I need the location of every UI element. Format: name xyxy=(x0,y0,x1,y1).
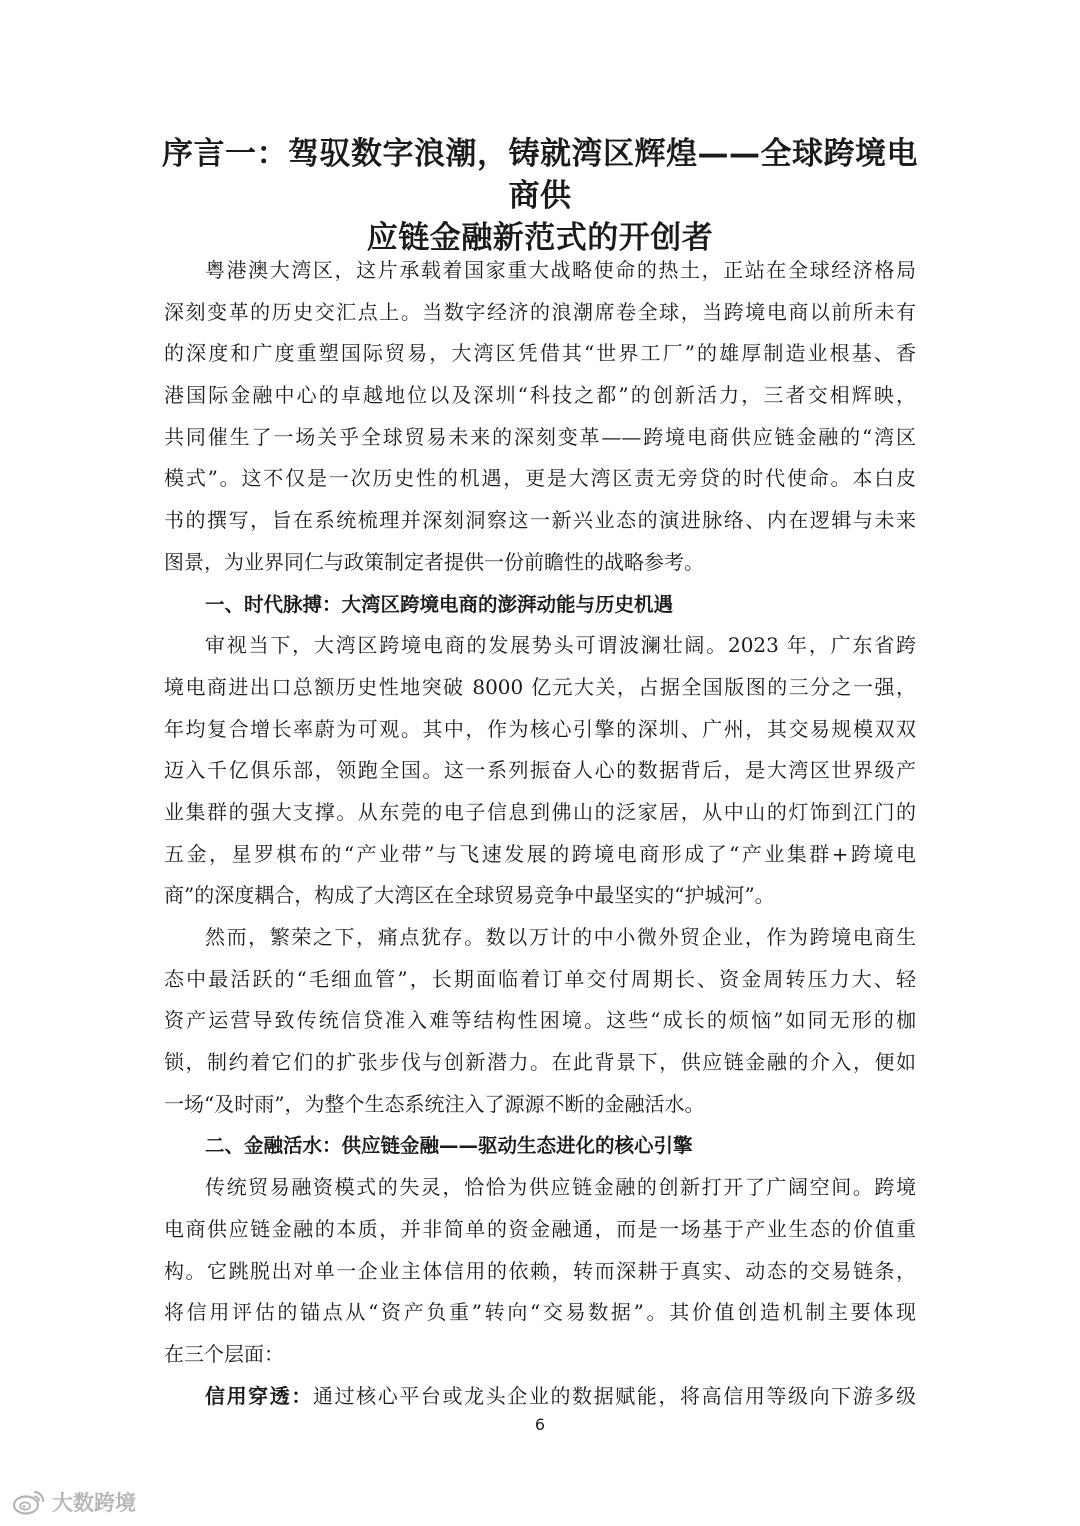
body-text xyxy=(164,250,916,1417)
text-line: 书的撰写，旨在系统梳理并深刻洞察这一新兴业态的演进脉络、内在逻辑与未来 xyxy=(164,508,916,533)
title-line-2: 应链金融新范式的开创者 xyxy=(366,220,714,256)
text-line: 态中最活跃的“毛细血管”，长期面临着订单交付周期长、资金周转压力大、轻 xyxy=(164,966,916,991)
lead-term-text: 通过核心平台或龙头企业的数据赋能，将高信用等级向下游多级 xyxy=(312,1383,916,1408)
text-line-bold-lead xyxy=(164,1376,916,1418)
text-line: 深刻变革的历史交汇点上。当数字经济的浪潮席卷全球，当跨境电商以前所未有 xyxy=(164,299,916,324)
text-line: 资产运营导致传统信贷准入难等结构性困境。这些“成长的烦恼”如同无形的枷 xyxy=(164,1008,916,1033)
text-line: 境电商进出口总额历史性地突破 8000 亿元大关，占据全国版图的三分之一强， xyxy=(164,674,916,699)
section-heading-2: 二、金融活水：供应链金融——驱动生态进化的核心引擎 xyxy=(205,1134,693,1158)
text-line: 传统贸易融资模式的失灵，恰恰为供应链金融的创新打开了广阔空间。跨境 xyxy=(205,1175,916,1200)
text-line: 审视当下，大湾区跨境电商的发展势头可谓波澜壮阔。2023 年，广东省跨 xyxy=(205,633,916,658)
text-line: 将信用评估的锚点从“资产负重”转向“交易数据”。其价值创造机制主要体现 xyxy=(164,1300,916,1325)
bold-lead-term: 信用穿透： xyxy=(205,1383,313,1408)
text-line: 业集群的强大支撑。从东莞的电子信息到佛山的泛家居，从中山的灯饰到江门的 xyxy=(164,799,916,824)
text-line: 一场“及时雨”，为整个生态系统注入了源源不断的金融活水。 xyxy=(164,1091,705,1116)
text-line: 模式”。这不仅是一次历史性的机遇，更是大湾区责无旁贷的时代使命。本白皮 xyxy=(164,466,916,491)
page-title xyxy=(150,133,930,259)
text-line: 商”的深度耦合，构成了大湾区在全球贸易竞争中最坚实的“护城河”。 xyxy=(164,883,775,908)
page-number: 6 xyxy=(534,1415,546,1434)
text-line: 电商供应链金融的本质，并非简单的资金融通，而是一场基于产业生态的价值重 xyxy=(164,1216,916,1241)
watermark-text: 大数跨境 xyxy=(52,1491,136,1515)
text-line: 构。它跳脱出对单一企业主体信用的依赖，转而深耕于真实、动态的交易链条， xyxy=(164,1258,916,1283)
title-line-1: 序言一：驾驭数字浪潮，铸就湾区辉煌——全球跨境电商供 xyxy=(162,136,918,214)
text-line: 图景，为业界同仁与政策制定者提供一份前瞻性的战略参考。 xyxy=(164,549,704,574)
text-line: 在三个层面： xyxy=(164,1341,284,1366)
text-line: 然而，繁荣之下，痛点犹存。数以万计的中小微外贸企业，作为跨境电商生 xyxy=(205,925,916,949)
text-line: 年均复合增长率蔚为可观。其中，作为核心引擎的深圳、广州，其交易规模双双 xyxy=(164,716,916,741)
text-line: 共同催生了一场关乎全球贸易未来的深刻变革——跨境电商供应链金融的“湾区 xyxy=(164,424,916,449)
watermark xyxy=(12,1488,136,1516)
section-heading-1: 一、时代脉搏：大湾区跨境电商的澎湃动能与历史机遇 xyxy=(205,592,674,616)
text-line: 粤港澳大湾区，这片承载着国家重大战略使命的热土，正站在全球经济格局 xyxy=(205,258,916,282)
text-line: 的深度和广度重塑国际贸易，大湾区凭借其“世界工厂”的雄厚制造业根基、香 xyxy=(164,341,916,366)
text-line: 港国际金融中心的卓越地位以及深圳“科技之都”的创新活力，三者交相辉映， xyxy=(164,383,916,408)
text-line: 锁，制约着它们的扩张步伐与创新潜力。在此背景下，供应链金融的介入，便如 xyxy=(164,1050,916,1075)
text-line: 迈入千亿俱乐部，领跑全国。这一系列振奋人心的数据背后，是大湾区世界级产 xyxy=(164,758,916,783)
weibo-logo-icon xyxy=(12,1489,46,1515)
text-line: 五金，星罗棋布的“产业带”与飞速发展的跨境电商形成了“产业集群+跨境电 xyxy=(164,841,916,866)
